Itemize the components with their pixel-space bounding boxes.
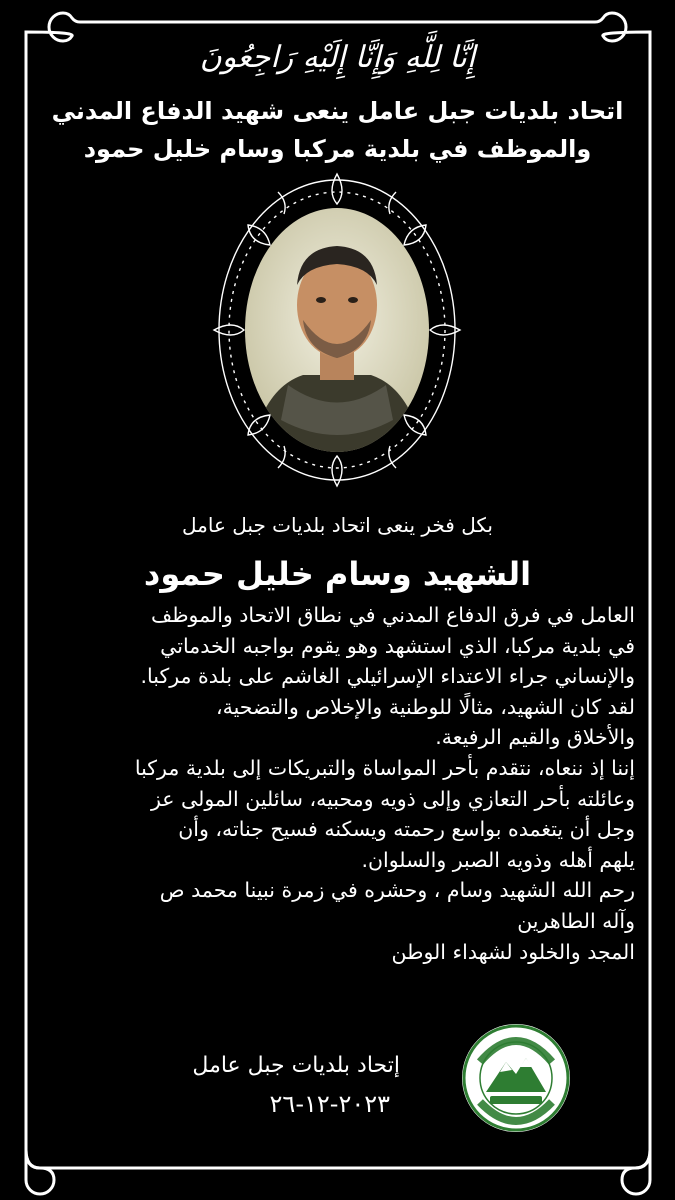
body-line: وآله الطاهرين xyxy=(517,908,635,933)
body-line: المجد والخلود لشهداء الوطن xyxy=(391,939,635,964)
announcement-date: ٢٠٢٣-١٢-٢٦ xyxy=(269,1090,390,1118)
body-line: لقد كان الشهيد، مثالًا للوطنية والإخلاص والتضحية، xyxy=(216,694,635,719)
body-line: يلهم أهله وذويه الصبر والسلوان. xyxy=(361,847,635,872)
body-line: والإنساني جراء الاعتداء الإسرائيلي الغاشم على بلدة مركبا. xyxy=(140,664,635,689)
body-line: والأخلاق والقيم الرفيعة. xyxy=(435,725,635,750)
body-line: في بلدية مركبا، الذي استشهد وهو يقوم بواجبه الخدماتي xyxy=(160,633,635,658)
martyr-name: الشهيد وسام خليل حمود xyxy=(143,555,532,593)
announcement-body xyxy=(40,600,635,967)
body-line: وعائلته بأحر التعازي وإلى ذويه ومحبيه، سائلين المولى عز xyxy=(150,786,635,811)
portrait-frame xyxy=(208,170,466,490)
body-line: إننا إذ ننعاه، نتقدم بأحر المواساة والتبريكات إلى بلدية مركبا xyxy=(134,755,635,780)
body-line: العامل في فرق الدفاع المدني في نطاق الاتحاد والموظف xyxy=(150,603,635,627)
intro-line: بكل فخر ينعى اتحاد بلديات جبل عامل xyxy=(182,513,493,537)
body-line: وجل أن يتغمده بواسع رحمته ويسكنه فسيح جناته، وأن xyxy=(178,817,635,842)
headline xyxy=(40,92,635,168)
headline-line-1: اتحاد بلديات جبل عامل ينعى شهيد الدفاع المدني xyxy=(51,97,624,125)
quran-verse: إِنَّا لِلَّهِ وَإِنَّا إِلَيْهِ رَاجِعُونَ xyxy=(199,40,476,75)
headline-line-2: والموظف في بلدية مركبا وسام خليل حمود xyxy=(83,135,592,163)
frame-corner-bottom-left xyxy=(26,1150,54,1194)
body-line: رحم الله الشهيد وسام ، وحشره في زمرة نبينا محمد ص xyxy=(159,878,635,903)
signature: إتحاد بلديات جبل عامل xyxy=(192,1053,400,1078)
frame-corner-bottom-right xyxy=(622,1150,650,1194)
union-logo-icon xyxy=(460,1022,572,1134)
